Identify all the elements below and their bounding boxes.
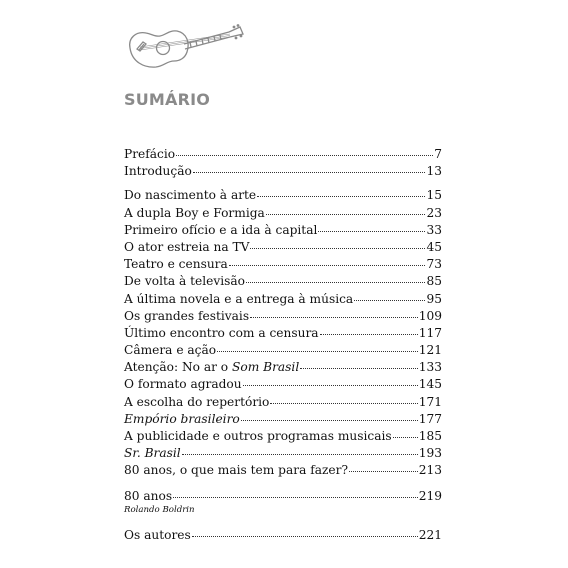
dot-leader (257, 196, 425, 197)
toc-entry-title: Empório brasileiro (124, 411, 240, 426)
toc-entry[interactable] (124, 342, 442, 359)
dot-leader (246, 282, 425, 283)
toc-entry-page: 185 (418, 429, 442, 443)
toc-entry-title: Primeiro ofício e a ida à capital (124, 222, 318, 237)
toc-entry[interactable] (124, 359, 442, 376)
toc-entry-page: 73 (426, 257, 442, 272)
spacer (124, 180, 442, 187)
spacer (124, 515, 442, 527)
toc-entry-title: O formato agradou (124, 377, 242, 392)
toc-entry-title: Atenção: No ar o Som Brasil (124, 360, 300, 375)
toc-entry-page: 177 (418, 411, 442, 426)
toc-entry[interactable] (124, 187, 442, 204)
toc-entry-page: 15 (426, 188, 442, 203)
toc-entry-page: 85 (426, 274, 442, 289)
toc-entry-title: A última novela e a entrega à música (124, 291, 354, 306)
toc-entry[interactable] (124, 256, 442, 273)
toc-entry[interactable] (124, 527, 442, 544)
dot-leader (250, 248, 425, 249)
dot-leader (250, 317, 418, 318)
dot-leader (182, 454, 418, 455)
toc-entry-title: Prefácio (124, 147, 176, 161)
spacer (124, 480, 442, 488)
toc-entry[interactable] (124, 222, 442, 239)
dot-leader (320, 334, 418, 335)
toc-entry-title: 80 anos, o que mais tem para fazer? (124, 463, 348, 478)
dot-leader (176, 155, 433, 156)
toc-entry-title: Teatro e censura (124, 257, 228, 272)
toc-entry-title: Introdução (124, 164, 192, 179)
toc-entry-page: 171 (418, 394, 442, 409)
toc-entry-page: 133 (418, 360, 442, 375)
page-title: SUMÁRIO (124, 90, 211, 109)
toc-entry[interactable] (124, 428, 442, 445)
toc-entry-page: 95 (426, 291, 442, 306)
toc-entry[interactable] (124, 376, 442, 393)
toc-entry[interactable] (124, 445, 442, 462)
toc-entry-title: Do nascimento à arte (124, 188, 257, 203)
toc-entry-title-italic: Som Brasil (232, 360, 300, 375)
toc-entry-page: 13 (426, 164, 442, 179)
toc-entry[interactable] (124, 325, 442, 342)
toc-entry-page: 23 (426, 205, 442, 220)
toc-entry-page: 213 (418, 463, 442, 478)
toc-entry-title: Os autores (124, 527, 191, 542)
toc-entry-page: 145 (418, 377, 442, 392)
dot-leader (354, 300, 425, 301)
toc-entry-page: 33 (426, 222, 442, 237)
toc-entry-page: 117 (418, 325, 442, 340)
dot-leader (318, 231, 425, 232)
toc-entry-title: Câmera e ação (124, 343, 217, 358)
toc-entry[interactable] (124, 462, 442, 479)
toc-entry-page: 221 (418, 527, 442, 542)
toc-entry[interactable] (124, 488, 442, 505)
dot-leader (300, 368, 418, 369)
toc-entry-title: Último encontro com a censura (124, 325, 319, 340)
dot-leader (217, 351, 418, 352)
toc-entry-title: De volta à televisão (124, 274, 246, 289)
dot-leader (349, 471, 418, 472)
table-of-contents (124, 146, 442, 544)
dot-leader (266, 214, 426, 215)
toc-entry[interactable] (124, 308, 442, 325)
toc-entry-title: A dupla Boy e Formiga (124, 205, 265, 220)
toc-entry-page: 7 (434, 147, 442, 161)
toc-entry[interactable] (124, 163, 442, 180)
dot-leader (393, 437, 418, 438)
dot-leader (173, 497, 418, 498)
dot-leader (229, 265, 426, 266)
toc-entry[interactable] (124, 146, 442, 163)
toc-entry-page: 193 (418, 446, 442, 461)
dot-leader (192, 536, 418, 537)
dot-leader (270, 403, 417, 404)
toc-entry-page: 219 (418, 488, 442, 503)
toc-entry-title: A publicidade e outros programas musicais (124, 429, 392, 443)
toc-entry[interactable] (124, 205, 442, 222)
guitar-icon (124, 22, 244, 78)
toc-entry[interactable] (124, 411, 442, 428)
toc-entry[interactable] (124, 291, 442, 308)
toc-entry-page: 121 (418, 343, 442, 358)
toc-entry-page: 45 (426, 239, 442, 254)
toc-entry-page: 109 (418, 308, 442, 323)
dot-leader (193, 172, 426, 173)
toc-entry-title: A escolha do repertório (124, 394, 270, 409)
dot-leader (241, 420, 418, 421)
toc-entry[interactable] (124, 239, 442, 256)
toc-entry-title: 80 anos (124, 488, 173, 503)
toc-entry[interactable] (124, 394, 442, 411)
toc-entry-title: Os grandes festivais (124, 308, 250, 323)
toc-entry[interactable] (124, 273, 442, 290)
toc-entry-title: O ator estreia na TV (124, 239, 250, 254)
dot-leader (243, 385, 418, 386)
toc-entry-author: Rolando Boldrin (124, 504, 195, 515)
toc-entry-title: Sr. Brasil (124, 446, 181, 461)
